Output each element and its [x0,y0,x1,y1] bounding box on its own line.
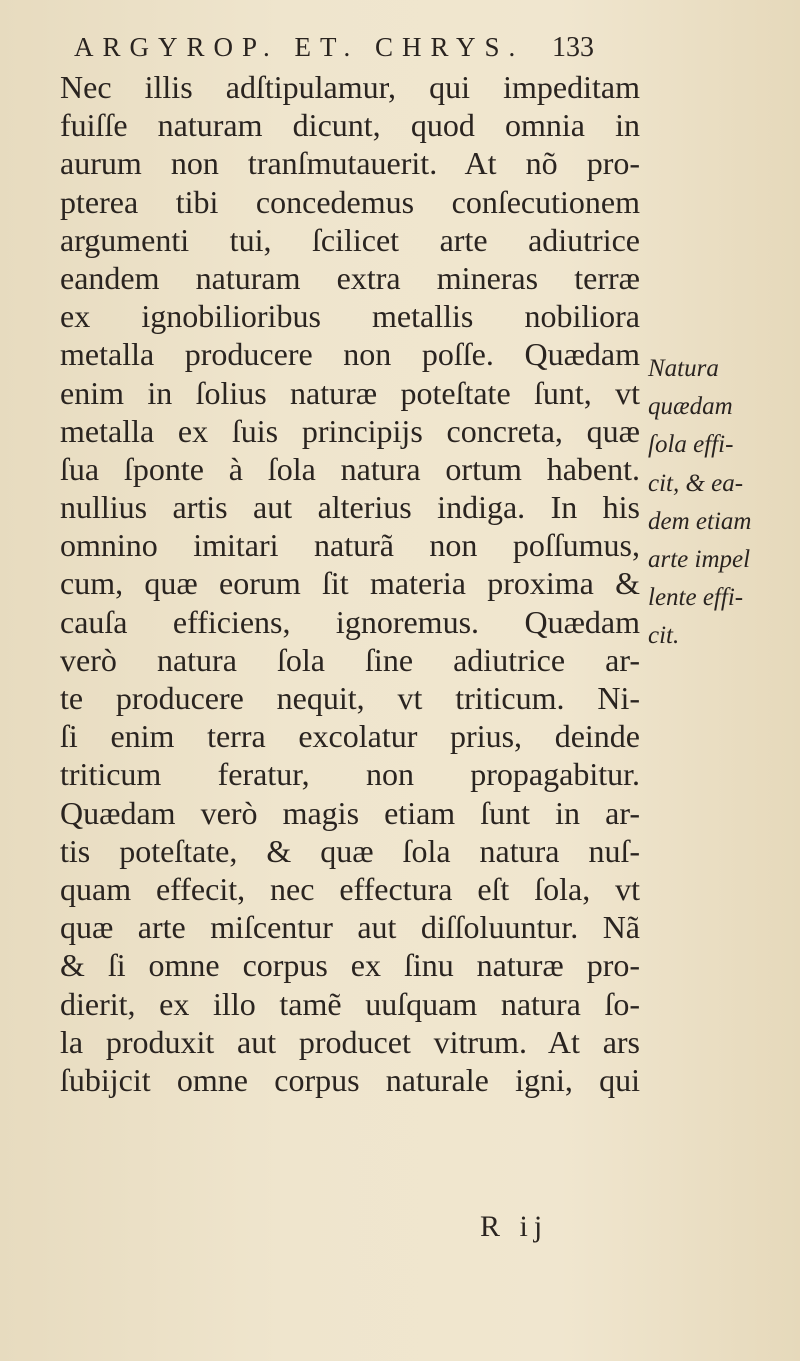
text-line: omnino imitari naturã non poſſumus, [60,527,640,564]
margin-note-line: Natura [648,355,719,382]
text-line: ex ignobilioribus metallis nobiliora [60,298,640,335]
text-line: argumenti tui, ſcilicet arte adiutrice [60,221,640,258]
text-line: Nec illis adſtipulamur, qui impeditam [60,69,640,105]
text-line: quam effecit, nec effectura eſt ſola, vt [60,870,640,907]
text-line: cauſa efficiens, ignoremus. Quædam [60,603,640,640]
text-line: ſubijcit omne corpus naturale igni, qui [60,1061,640,1098]
text-line: fuiſſe naturam dicunt, quod omnia in [60,107,640,144]
text-line: metalla producere non poſſe. Quædam [60,336,640,373]
margin-note-line: arte impel [648,545,751,573]
text-line: Quædam verò magis etiam ſunt in ar- [60,794,640,831]
text-line: quæ arte miſcentur aut diſſoluuntur. Nã [60,909,640,946]
page-number: 133 [552,32,594,63]
text-line: dierit, ex illo tamẽ uuſquam natura ſo- [60,985,640,1022]
margin-note-line: quædam [648,393,733,421]
margin-note-line: lente effi- [648,584,744,612]
page-header [74,30,594,70]
text-line: tis poteſtate, & quæ ſola natura nuſ- [60,832,640,869]
text-line: ſua ſponte à ſola natura ortum habent. [60,450,640,487]
margin-note-line: ſola effi- [648,431,734,459]
text-line: & ſi omne corpus ex ſinu naturæ pro- [60,947,640,984]
margin-note [648,350,798,656]
text-line: enim in ſolius naturæ poteſtate ſunt, vt [60,374,640,411]
text-line: aurum non tranſmutauerit. At nõ pro- [60,145,640,182]
signature-mark: R ij [480,1210,549,1243]
running-head: ARGYROP. ET. CHRYS. [74,32,525,62]
text-line: la produxit aut producet vitrum. At ars [60,1023,640,1060]
text-line: nullius artis aut alterius indiga. In his [60,489,640,526]
margin-note-line: cit, & ea- [648,469,744,497]
text-line: triticum feratur, non propagabitur. [60,756,640,793]
text-line: ſi enim terra excolatur prius, deinde [60,718,640,755]
text-line: verò natura ſola ſine adiutrice ar- [60,641,640,678]
text-line: eandem naturam extra mineras terræ [60,259,640,296]
text-line: cum, quæ eorum ſit materia proxima & [60,565,640,602]
text-line: te producere nequit, vt triticum. Ni- [60,680,640,716]
text-line: metalla ex ſuis principijs concreta, quæ [60,412,640,449]
margin-note-line: cit. [648,622,680,650]
text-line: pterea tibi concedemus conſecutionem [60,183,640,220]
margin-note-line: dem etiam [648,507,752,535]
main-text-block [60,68,640,1099]
